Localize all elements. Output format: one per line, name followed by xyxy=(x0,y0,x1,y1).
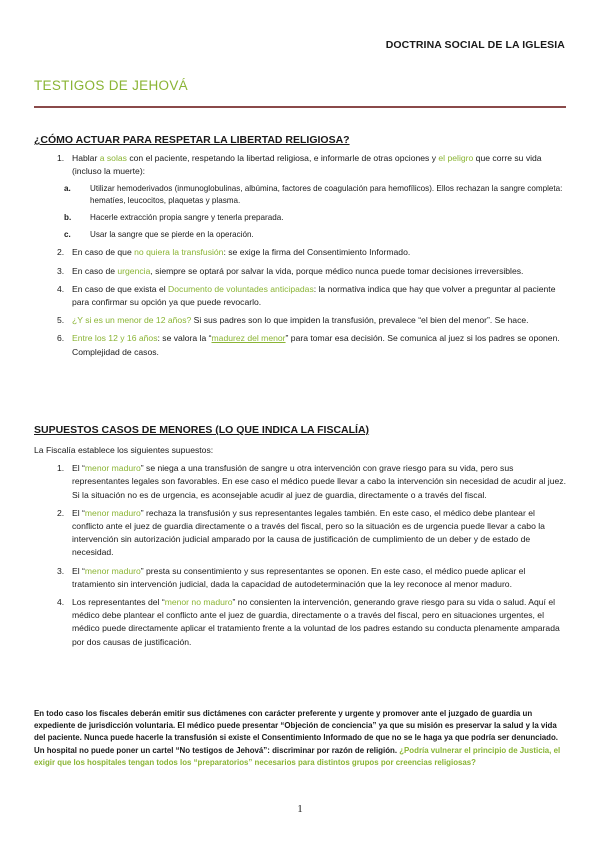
item-text: que corre su vida (incluso la muerte): xyxy=(72,153,542,177)
item-text: , siempre se optará por salvar la vida, porque médico nunca puede tomar decisiones irreversibles. xyxy=(150,265,524,276)
highlight-text: Entre los 12 y 16 años xyxy=(72,333,158,344)
running-header: DOCTRINA SOCIAL DE LA IGLESIA xyxy=(385,39,565,51)
closing-question: ¿Podría vulnerar el principio de Justicia, el exigir que los hospitales tengan todos los “preparatorios” necesarios para distintos grupos por creencias religiosas? xyxy=(34,745,561,767)
item-text: : se exige la firma del Consentimiento Informado. xyxy=(223,247,411,258)
highlight-text: urgencia xyxy=(117,265,151,276)
item-text: ” presta su consentimiento y sus representantes se oponen. En este caso, el médico puede aplicar el tratamiento sin intervención judicial, dada la capacidad de autodeterminación que la ley reconoce al menor maduro. xyxy=(72,565,526,589)
highlight-text: no quiera la transfusión xyxy=(134,247,224,258)
highlight-text: menor maduro xyxy=(84,565,141,576)
list-item xyxy=(34,332,566,358)
title-divider xyxy=(34,106,566,108)
item-text: ” se niega a una transfusión de sangre u otra intervención con grave riesgo para su vida, pero sus representantes legales son favorables. En ese caso el médico puede llevar a cabo la intervención sin necesidad de acudir al juez. Si la situación no es de urgencia, es aconsejable acudir al juez de guardia, directamente o a través del fiscal. xyxy=(72,463,566,500)
item-text: En caso de que exista el xyxy=(72,283,169,294)
item-text: ” para tomar esa decisión. Se comunica al juez si los padres se oponen. Complejidad de casos. xyxy=(72,333,560,357)
list-item xyxy=(34,507,566,560)
section-supuestos-menores xyxy=(34,424,566,649)
list-item xyxy=(34,462,566,502)
list-number: 6. xyxy=(57,333,65,344)
item-text: : se valora la “ xyxy=(157,333,212,344)
highlight-text: a solas xyxy=(99,153,127,163)
list-item xyxy=(34,596,566,649)
sub-item xyxy=(64,183,566,207)
document-title: TESTIGOS DE JEHOVÁ xyxy=(34,78,188,93)
list-number: 3. xyxy=(57,265,65,276)
sub-letter: b. xyxy=(64,213,72,223)
sub-item xyxy=(64,212,566,224)
closing-paragraph xyxy=(34,708,566,769)
highlight-text: el peligro xyxy=(438,153,474,163)
item-text: El “ xyxy=(72,565,85,576)
closing-text: En todo caso los fiscales deberán emitir sus dictámenes con carácter preferente y urgente y promover ante el juzgado de guardia un expediente de jurisdicción voluntaria. El médico puede presentar “Objeción de conciencia” ya que su misión es preservar la salud y la vida del paciente. Nunca puede hacerle la transfusión si existe el Consentimiento Informado de que no se le haga ya que podría ser denunciado. Un hospital no puede poner un cartel “No testigos de Jehová”: discriminar por razón de religión. xyxy=(34,709,558,755)
list-number: 1. xyxy=(57,463,65,474)
list-number: 4. xyxy=(57,597,65,608)
highlight-text: menor maduro xyxy=(84,507,141,518)
item-text: El “ xyxy=(72,507,85,518)
highlight-text: menor maduro xyxy=(84,463,141,474)
page-number: 1 xyxy=(297,803,303,815)
list-item xyxy=(34,246,566,259)
item-text: Si sus padres son lo que impiden la transfusión, prevalece “el bien del menor”. Se hace. xyxy=(191,315,529,326)
list-number: 4. xyxy=(57,283,65,294)
item-text: con el paciente, respetando la libertad religiosa, e informarle de otras opciones y xyxy=(126,153,439,163)
highlight-text: ¿Y si es un menor de 12 años? xyxy=(72,315,192,326)
list-item xyxy=(34,152,566,178)
list-item xyxy=(34,265,566,278)
item-text: : la normativa indica que hay que volver a preguntar al paciente para confirmar su opción ya que puede revocarlo. xyxy=(72,283,556,308)
list-item xyxy=(34,314,566,327)
list-number: 2. xyxy=(57,247,65,258)
sub-letter: c. xyxy=(64,230,71,240)
list-number: 3. xyxy=(57,565,65,576)
list-item xyxy=(34,283,566,309)
section-intro: La Fiscalía establece los siguientes supuestos: xyxy=(34,445,214,455)
item-text: Los representantes del “ xyxy=(72,597,165,608)
item-text: Hablar xyxy=(72,153,100,163)
list-number: 2. xyxy=(57,507,65,518)
sub-item xyxy=(64,229,566,241)
section-heading: SUPUESTOS CASOS DE MENORES (LO QUE INDICA LA FISCALÍA) xyxy=(34,424,370,436)
section-libertad-religiosa xyxy=(34,134,566,359)
section-heading: ¿CÓMO ACTUAR PARA RESPETAR LA LIBERTAD RELIGIOSA? xyxy=(34,134,350,146)
highlight-text: menor no maduro xyxy=(164,597,233,608)
highlight-text: Documento de voluntades anticipadas xyxy=(168,283,314,294)
list-number: 5. xyxy=(57,315,65,326)
item-text: ” no consienten la intervención, generando grave riesgo para su vida o salud. Aquí el médico debe plantear el conflicto ante el juez de guardia, directamente o a través del fiscal, pero en situaciones urgentes, el médico puede directamente aplicar el tratamiento frente a la voluntad de los padres estando su conducta plenamente amparada por dos causas de justificación. xyxy=(72,597,560,647)
sub-item-text: Usar la sangre que se pierde en la operación. xyxy=(90,230,254,240)
sub-list xyxy=(64,183,566,241)
item-text: En caso de que xyxy=(72,247,135,258)
list-item xyxy=(34,565,566,591)
sub-item-text: Hacerle extracción propia sangre y tenerla preparada. xyxy=(90,213,284,223)
sub-item-text: Utilizar hemoderivados (inmunoglobulinas, albúmina, factores de coagulación para hemofílicos). Ellos rechazan la sangre completa: hematíes, leucocitos, plaquetas y plasma. xyxy=(90,184,563,206)
item-text: El “ xyxy=(72,463,85,474)
sub-letter: a. xyxy=(64,184,71,194)
item-text: En caso de xyxy=(72,265,118,276)
highlight-text: madurez del menor xyxy=(211,333,286,344)
item-text: ” rechaza la transfusión y sus representantes legales también. En este caso, el médico debe plantear el conflicto ante el juez de guardia directamente o a través del fiscal, pero so la situación es de urgencia puede llevar a cabo la intervención sin autorización judicial amparado por la causa de justificación de cumplimiento de un deber y de estado de necesidad. xyxy=(72,507,545,558)
list-number: 1. xyxy=(57,153,65,163)
